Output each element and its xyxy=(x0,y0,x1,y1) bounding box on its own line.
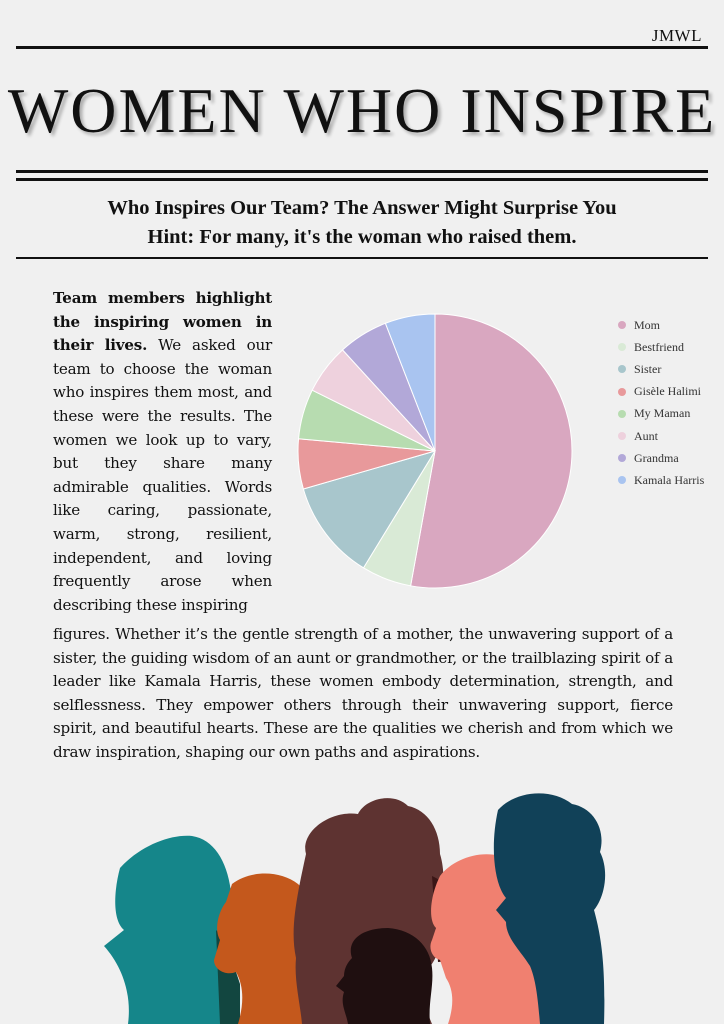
intro-lead: Team members highlight the inspiring women in their lives. xyxy=(53,289,272,355)
women-silhouettes-icon xyxy=(0,780,724,1024)
subtitle-line-1: Who Inspires Our Team? The Answer Might Surprise You xyxy=(107,197,617,219)
legend-label: Bestfriend xyxy=(634,339,684,354)
legend-item xyxy=(618,381,704,403)
intro-last-line: describing these inspiring xyxy=(53,595,248,614)
legend-item xyxy=(618,403,704,425)
legend-swatch xyxy=(618,454,626,462)
legend-label: Kamala Harris xyxy=(634,472,705,487)
subtitle-line-2: Hint: For many, it's the woman who raised them. xyxy=(147,226,577,248)
brand-mark: JMWL xyxy=(651,26,702,45)
silhouette-teal xyxy=(104,836,232,1024)
legend-label: Mom xyxy=(634,317,661,332)
legend-swatch xyxy=(618,410,626,418)
top-rule xyxy=(16,46,708,49)
legend-item xyxy=(618,314,704,336)
pie-slices xyxy=(298,314,572,588)
subtitle-rule xyxy=(16,257,708,259)
legend-swatch xyxy=(618,321,626,329)
legend-item xyxy=(618,358,704,380)
body-paragraph: figures. Whether it’s the gentle strength of a mother, the unwavering support of a sister, the guiding wisdom of an aunt or grandmother, or the trailblazing spirit of a leader like Kamala Harris, these women embody determination, strength, and selflessness. They empower others through their unwavering support, fierce spirit, and beautiful hearts. These are the qualities we cherish and from which we draw inspiration, shaping our own paths and aspirations. xyxy=(53,625,673,761)
chart-legend xyxy=(618,314,704,492)
legend-swatch xyxy=(618,476,626,484)
legend-label: Sister xyxy=(634,361,662,376)
legend-swatch xyxy=(618,432,626,440)
page-title: WOMEN WHO INSPIRE xyxy=(7,75,717,146)
legend-item xyxy=(618,336,704,358)
pie-chart xyxy=(292,308,578,594)
legend-item xyxy=(618,469,704,491)
legend-swatch xyxy=(618,343,626,351)
legend-item xyxy=(618,447,704,469)
intro-paragraph xyxy=(53,287,272,617)
legend-swatch xyxy=(618,388,626,396)
legend-swatch xyxy=(618,365,626,373)
title-rule-upper xyxy=(16,170,708,173)
title-rule-lower xyxy=(16,178,708,181)
subtitle xyxy=(0,194,724,252)
legend-item xyxy=(618,425,704,447)
legend-label: My Maman xyxy=(634,406,691,421)
legend-label: Grandma xyxy=(634,450,679,465)
legend-label: Aunt xyxy=(634,428,658,443)
intro-text: We asked our team to choose the woman who inspires them most, and these were the results. The women we look up to vary, but they share many admirable qualities. Words like caring, passionate, warm, strong, resilient, independent, and loving frequently arose when xyxy=(53,336,272,591)
legend-label: Gisèle Halimi xyxy=(634,384,701,399)
